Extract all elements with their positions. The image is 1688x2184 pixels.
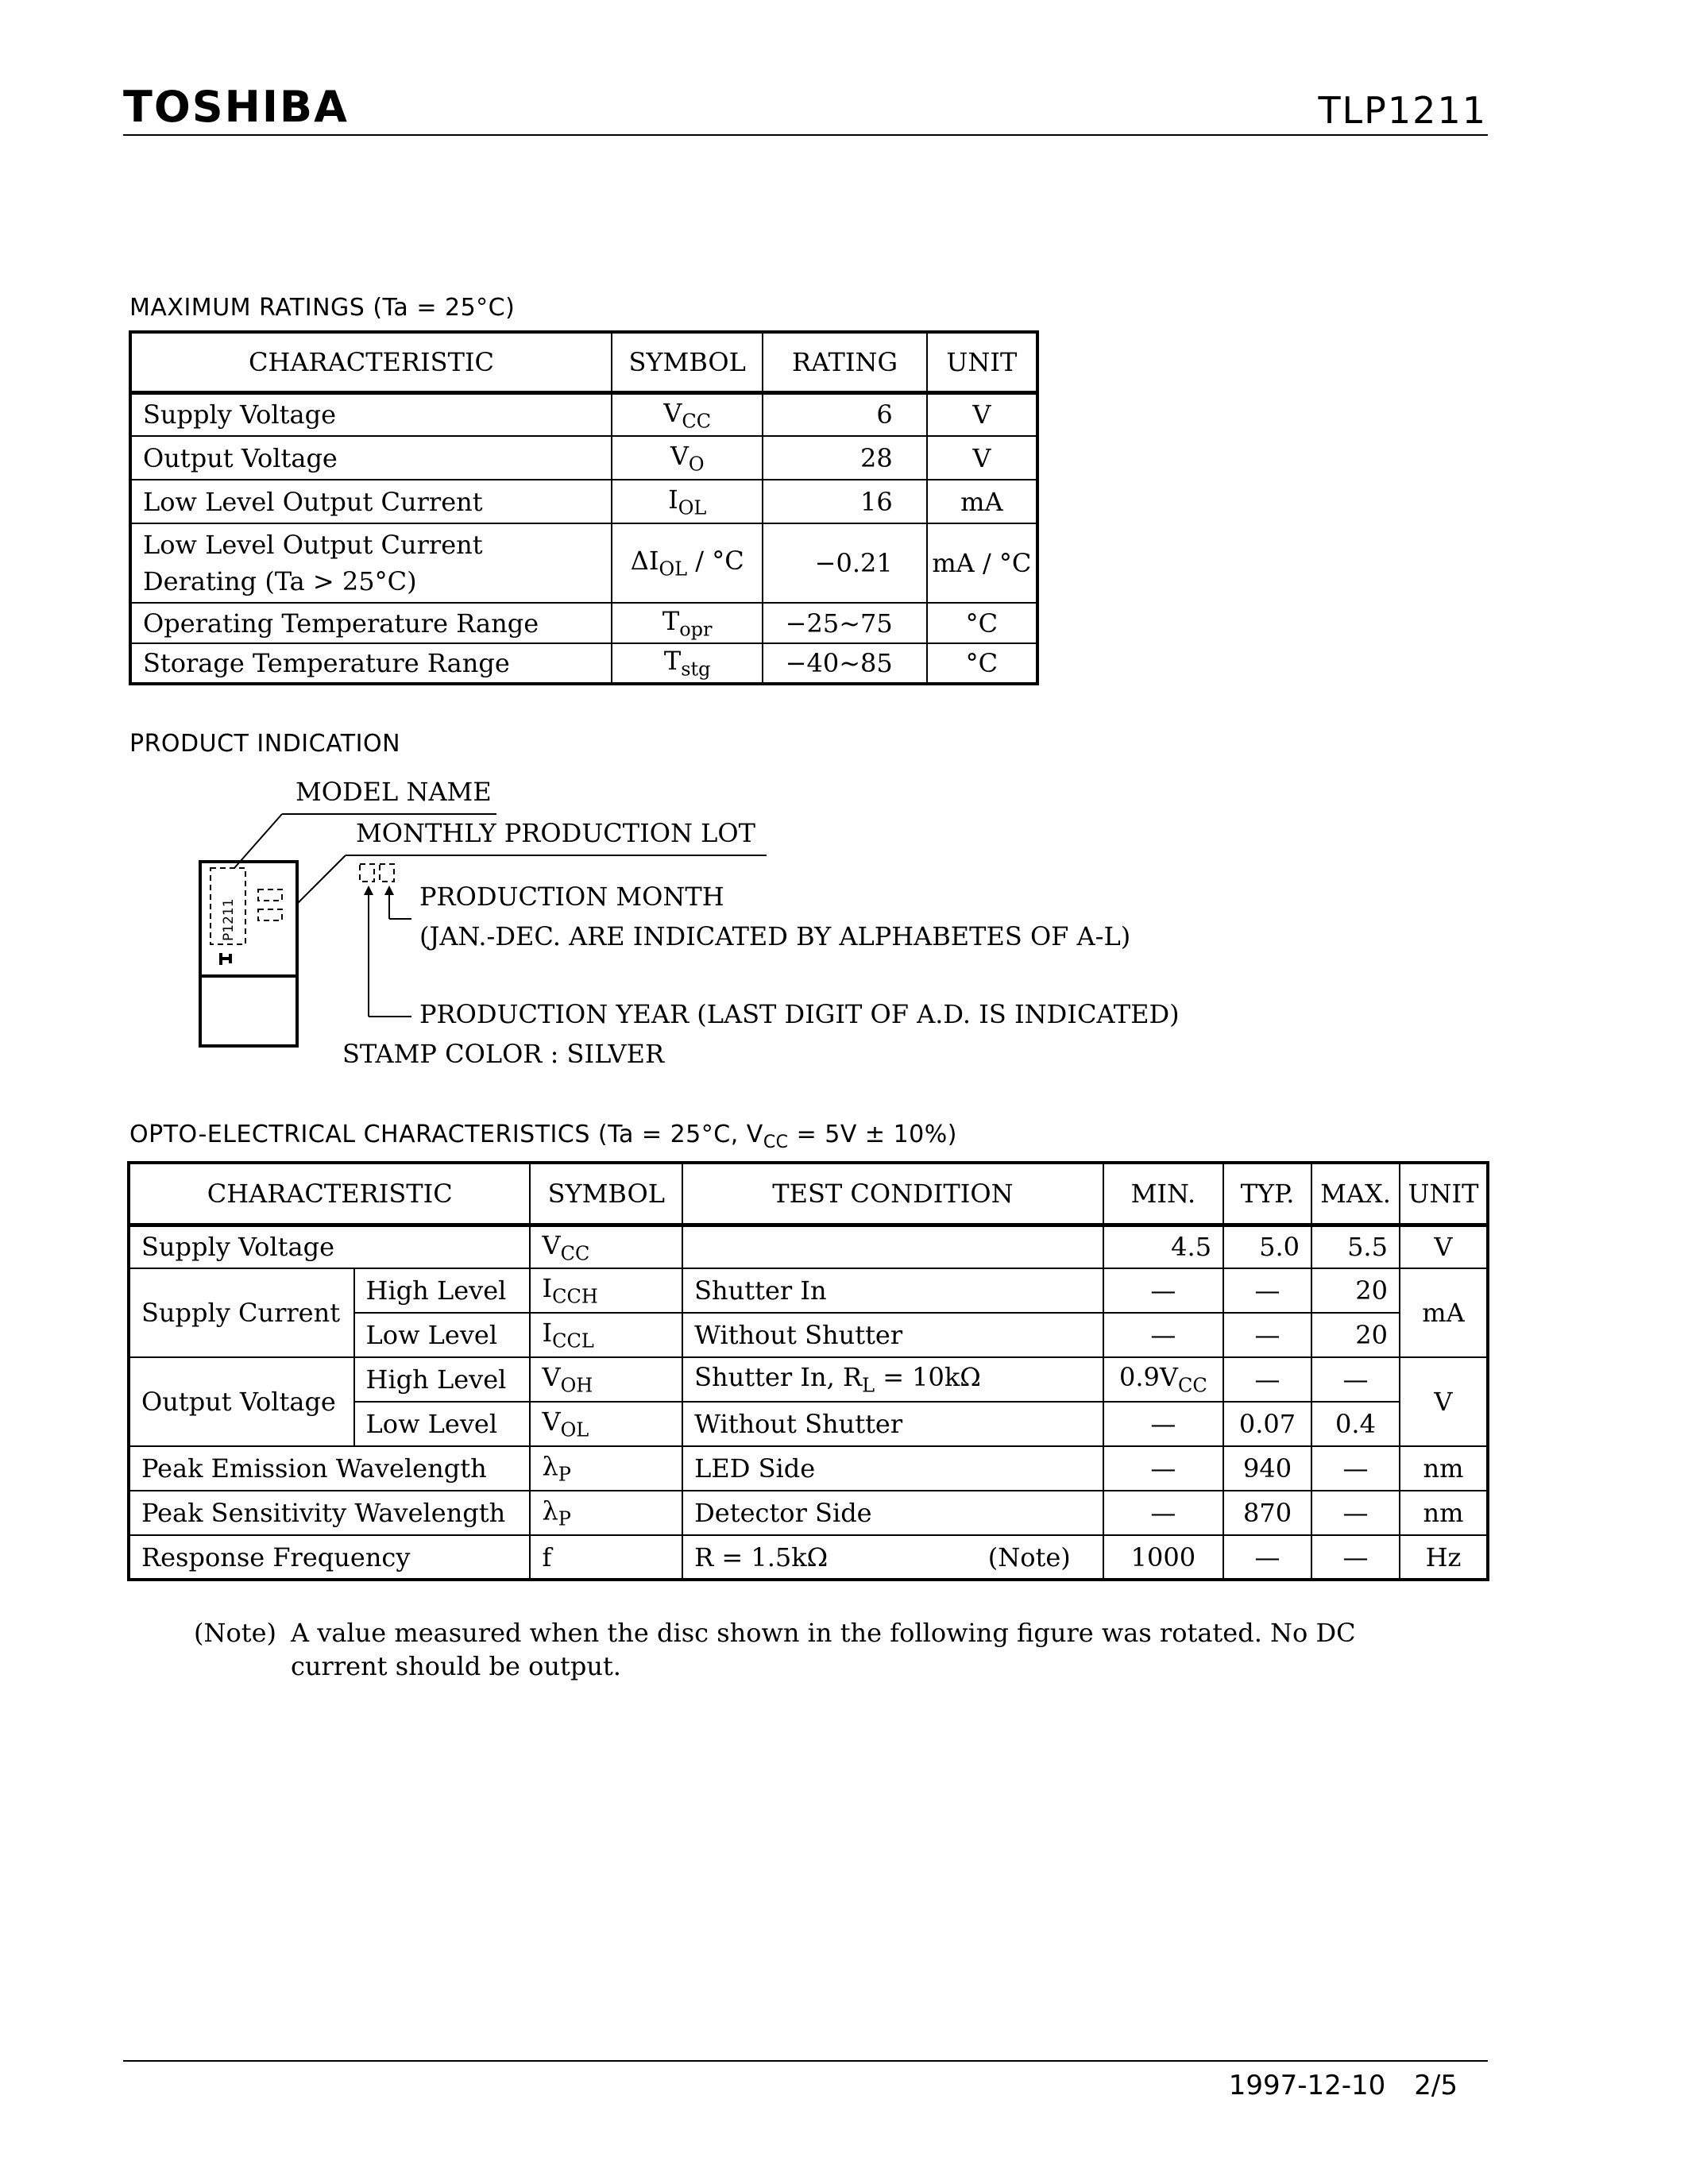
level-cell: Low Level [354,1402,531,1446]
part-number: TLP1211 [1318,89,1487,132]
characteristic-cell: Response Frequency [129,1535,530,1580]
unit-cell: mA / °C [927,523,1037,603]
table-row [130,436,1037,480]
condition-cell: Without Shutter [682,1402,1103,1446]
rating-cell: −0.21 [763,523,926,603]
min-cell: — [1103,1402,1223,1446]
column-header: CHARACTERISTIC [130,332,612,392]
level-cell: Low Level [354,1313,531,1357]
unit-cell: nm [1400,1491,1488,1535]
lot-stamp-box [258,889,282,901]
unit-cell: mA [927,480,1037,523]
symbol-cell: $I_{CCH}$ [530,1268,682,1313]
column-header: MAX. [1311,1163,1400,1225]
column-header: RATING [763,332,926,392]
condition-cell [682,1225,1103,1268]
month-arrow-icon [384,886,394,895]
symbol-cell: $T_{opr}$ [612,603,763,643]
column-header: UNIT [1400,1163,1488,1225]
model-name-label: MODEL NAME [295,777,492,807]
symbol-cell: $V_{OH}$ [530,1357,682,1402]
max-cell: — [1311,1357,1400,1402]
symbol-cell: $V_O$ [612,436,763,480]
table-row [129,1535,1488,1580]
symbol-cell: $T_{stg}$ [612,643,763,684]
unit-cell: °C [927,603,1037,643]
rating-cell: −40~85 [763,643,926,684]
column-header: UNIT [927,332,1037,392]
rating-cell: 28 [763,436,926,480]
max-cell: 0.4 [1311,1402,1400,1446]
max-ratings-title: MAXIMUM RATINGS (Ta = 25°C) [129,294,516,322]
characteristic-cell: Storage Temperature Range [130,643,612,684]
opto-table [127,1161,1489,1581]
product-indication-diagram [191,774,1303,1092]
condition-cell: Shutter In [682,1268,1103,1313]
characteristic-cell: Peak Sensitivity Wavelength [129,1491,530,1535]
typ-cell: 870 [1223,1491,1311,1535]
min-cell: — [1103,1268,1223,1313]
characteristic-cell: Operating Temperature Range [130,603,612,643]
characteristic-cell: Peak Emission Wavelength [129,1446,530,1491]
column-header: CHARACTERISTIC [129,1163,530,1225]
footer-page: 2/5 [1414,2070,1458,2101]
min-cell: — [1103,1491,1223,1535]
characteristic-cell: Output Voltage [129,1357,354,1446]
characteristic-cell: Supply Voltage [130,392,612,436]
lot-digit-box [380,864,394,882]
package-mark-icon [221,953,230,965]
characteristic-cell: Supply Current [129,1268,354,1357]
header-rule [123,134,1488,136]
product-indication-title: PRODUCT INDICATION [129,730,401,758]
unit-cell: nm [1400,1446,1488,1491]
table-row [130,392,1037,436]
typ-cell: 940 [1223,1446,1311,1491]
condition-cell: LED Side [682,1446,1103,1491]
column-header: MIN. [1103,1163,1223,1225]
year-arrow-icon [364,886,373,895]
table-row [129,1357,1488,1402]
symbol-cell: $\lambda_P$ [530,1491,682,1535]
symbol-cell: $V_{CC}$ [530,1225,682,1268]
max-cell: — [1311,1446,1400,1491]
typ-cell: 5.0 [1223,1225,1311,1268]
min-cell: 1000 [1103,1535,1223,1580]
lot-digit-box [360,864,374,882]
production-month-label: PRODUCTION MONTH [419,882,724,912]
typ-cell: 0.07 [1223,1402,1311,1446]
min-cell: — [1103,1313,1223,1357]
column-header: TYP. [1223,1163,1311,1225]
table-row [130,480,1037,523]
brand-logo: TOSHIBA [123,82,349,132]
symbol-cell: $\Delta I_{OL} / ^\circ C$ [612,523,763,603]
monthly-lot-label: MONTHLY PRODUCTION LOT [356,818,755,848]
unit-cell: Hz [1400,1535,1488,1580]
typ-cell: — [1223,1535,1311,1580]
characteristic-cell: Supply Voltage [129,1225,530,1268]
package-marking-text: P1211 [221,898,237,941]
footer [1229,2072,1458,2099]
max-cell: 5.5 [1311,1225,1400,1268]
table-row [129,1446,1488,1491]
max-ratings-table [129,330,1039,685]
table-header-row [129,1163,1488,1225]
table-row [129,1268,1488,1313]
symbol-cell: $V_{CC}$ [612,392,763,436]
column-header: TEST CONDITION [682,1163,1103,1225]
lot-stamp-box [258,909,282,920]
production-month-note: (JAN.-DEC. ARE INDICATED BY ALPHABETES OF A-L) [419,921,1131,951]
level-cell: High Level [354,1268,531,1313]
characteristic-cell: Output Voltage [130,436,612,480]
max-cell: 20 [1311,1313,1400,1357]
max-cell: — [1311,1535,1400,1580]
unit-cell: mA [1400,1268,1488,1357]
characteristic-cell: Low Level Output Current [130,480,612,523]
stamp-color-label: STAMP COLOR : SILVER [342,1039,665,1069]
production-year-label: PRODUCTION YEAR (LAST DIGIT OF A.D. IS INDICATED) [419,999,1180,1029]
column-header: SYMBOL [530,1163,682,1225]
table-row [130,643,1037,684]
condition-cell: Without Shutter [682,1313,1103,1357]
condition-cell: Shutter In, $R_L = 10k\Omega$ [682,1357,1103,1402]
symbol-cell: $\lambda_P$ [530,1446,682,1491]
column-header: SYMBOL [612,332,763,392]
table-row [130,603,1037,643]
note-text: A value measured when the disc shown in the following figure was rotated. No DC current should be output. [291,1618,1356,1681]
opto-title: OPTO-ELECTRICAL CHARACTERISTICS (Ta = 25°C, $V_{CC} = 5V \pm 10\%$) [129,1121,957,1152]
table-row [129,1491,1488,1535]
footer-date: 1997-12-10 [1228,2070,1386,2101]
table-row [130,523,1037,603]
unit-cell: V [1400,1357,1488,1446]
min-cell: — [1103,1446,1223,1491]
condition-cell: Detector Side [682,1491,1103,1535]
symbol-cell: f [530,1535,682,1580]
unit-cell: V [1400,1225,1488,1268]
table-row [129,1225,1488,1268]
unit-cell: V [927,392,1037,436]
unit-cell: V [927,436,1037,480]
max-cell: — [1311,1491,1400,1535]
typ-cell: — [1223,1268,1311,1313]
note-label: (Note) [194,1618,277,1648]
symbol-cell: $I_{CCL}$ [530,1313,682,1357]
rating-cell: 16 [763,480,926,523]
symbol-cell: $I_{OL}$ [612,480,763,523]
condition-cell: R = 1.5kΩ (Note) [682,1535,1103,1580]
level-cell: High Level [354,1357,531,1402]
symbol-cell: $V_{OL}$ [530,1402,682,1446]
characteristic-cell: Low Level Output Current Derating (Ta > 25°C) [130,523,612,603]
typ-cell: — [1223,1357,1311,1402]
model-name-leader [234,814,282,868]
min-cell: 4.5 [1103,1225,1223,1268]
typ-cell: — [1223,1313,1311,1357]
unit-cell: °C [927,643,1037,684]
max-cell: 20 [1311,1268,1400,1313]
min-cell: $0.9V_{CC}$ [1103,1357,1223,1402]
rating-cell: −25~75 [763,603,926,643]
monthly-lot-leader [298,855,346,903]
footer-rule [123,2060,1488,2062]
table-header-row [130,332,1037,392]
rating-cell: 6 [763,392,926,436]
